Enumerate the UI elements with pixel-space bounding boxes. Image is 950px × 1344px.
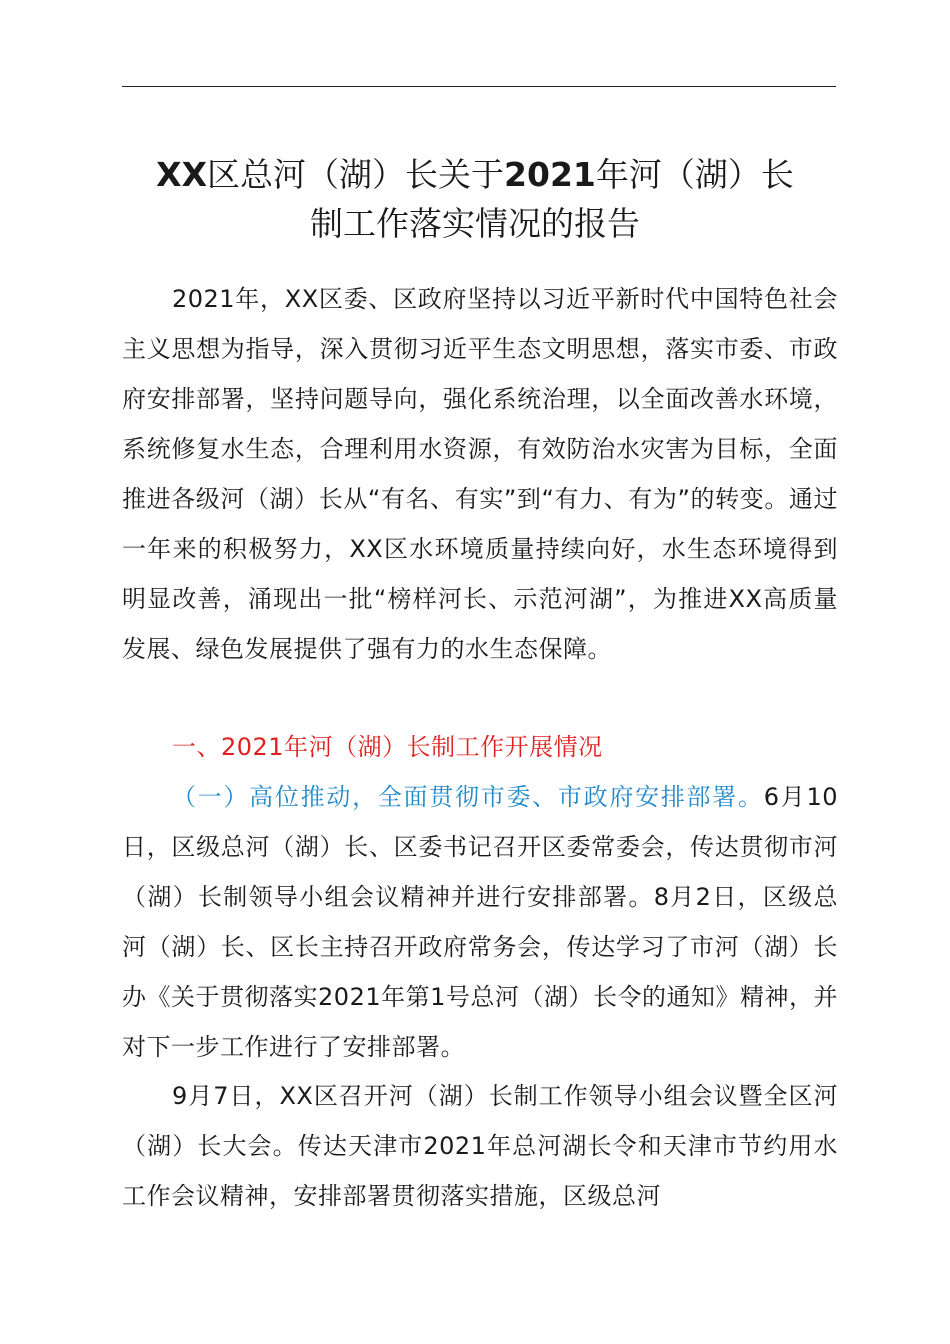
title-text-b: 年河（湖）长 — [595, 155, 794, 194]
title-text-a: 区总河（湖）长关于 — [207, 155, 505, 194]
subsection-paragraph-1 — [122, 772, 838, 1072]
document-title — [100, 150, 850, 248]
title-line-1 — [100, 150, 850, 199]
title-year: 2021 — [504, 155, 596, 194]
title-xx: XX — [156, 155, 208, 194]
subsection-heading-1: （一）高位推动，全面贯彻市委、市政府安排部署。 — [172, 783, 764, 811]
title-line-2: 制工作落实情况的报告 — [310, 204, 640, 243]
section-heading-1: 一、2021年河（湖）长制工作开展情况 — [172, 733, 603, 761]
paragraph-3: 9月7日，XX区召开河（湖）长制工作领导小组会议暨全区河（湖）长大会。传达天津市2021年总河湖长令和天津市节约用水工作会议精神，安排部署贯彻落实措施，区级总河 — [122, 1082, 838, 1210]
intro-paragraph: 2021年，XX区委、区政府坚持以习近平新时代中国特色社会主义思想为指导，深入贯彻习近平生态文明思想，落实市委、市政府安排部署，坚持问题导向，强化系统治理，以全面改善水环境，系统修复水生态，合理利用水资源，有效防治水灾害为目标，全面推进各级河（湖）长从“有名、有实”到“有力、有为”的转变。通过一年来的积极努力，XX区水环境质量持续向好，水生态环境得到明显改善，涌现出一批“榜样河长、示范河湖”，为推进XX高质量发展、绿色发展提供了强有力的水生态保障。 — [122, 285, 838, 663]
header-rule — [122, 86, 836, 87]
subsection-text-1: 6月10日，区级总河（湖）长、区委书记召开区委常委会，传达贯彻市河（湖）长制领导小组会议精神并进行安排部署。8月2日，区级总河（湖）长、区长主持召开政府常务会，传达学习了市河（湖）长办《关于贯彻落实2021年第1号总河（湖）长令的通知》精神，并对下一步工作进行了安排部署。 — [122, 783, 838, 1061]
